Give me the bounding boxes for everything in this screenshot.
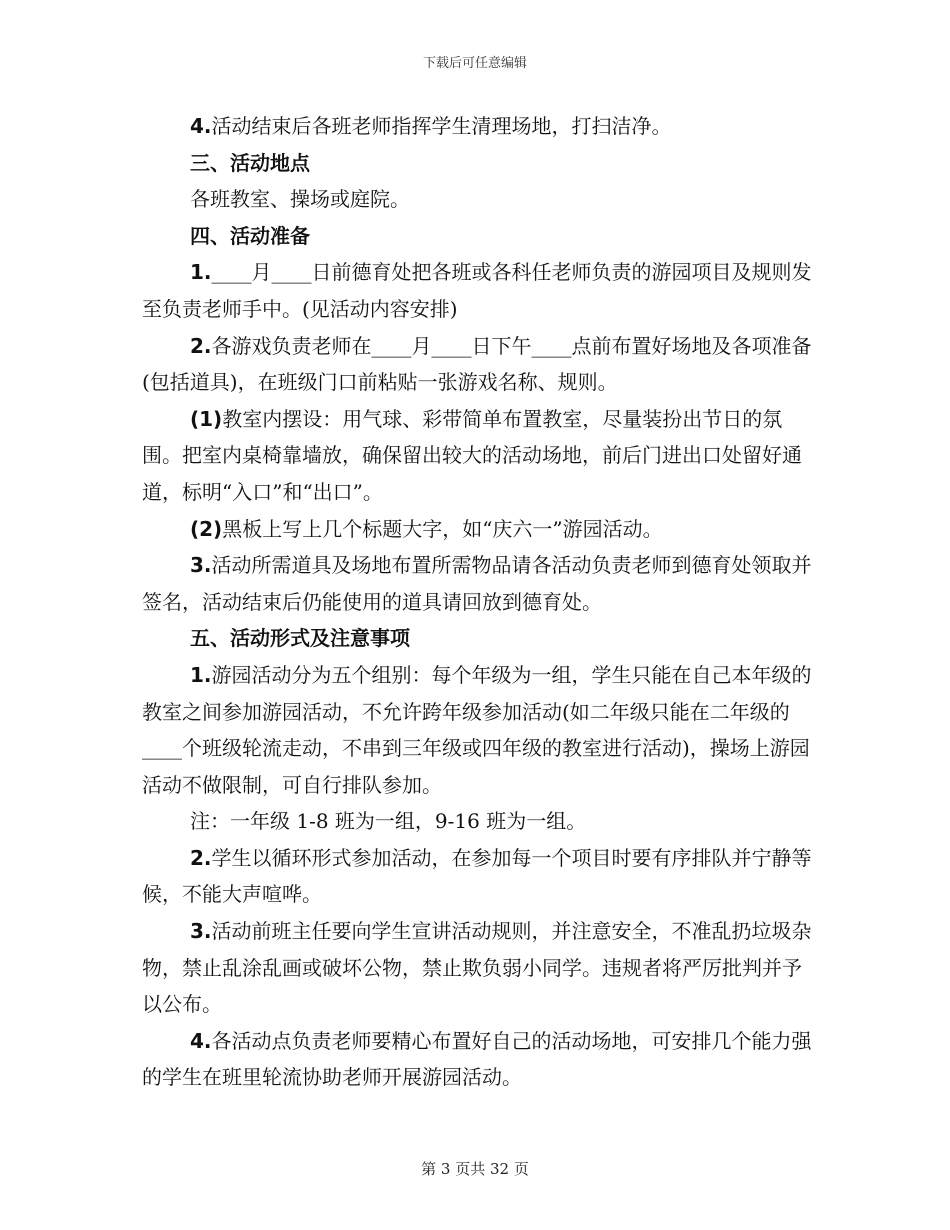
paragraph-prep-2-1: [142, 401, 812, 511]
document-body: [142, 108, 812, 1096]
item-number: 3.: [190, 553, 212, 578]
paragraph-location: 各班教室、操场或庭院。: [190, 187, 410, 212]
paragraph-format-1: [142, 657, 812, 803]
paragraph-text: 活动所需道具及场地布置所需物品请各活动负责老师到德育处领取并签名，活动结束后仍能使用的道具请回放到德育处。: [142, 553, 812, 614]
item-number: (2): [190, 516, 223, 541]
item-number: 4.: [190, 1028, 212, 1053]
section-heading-location: 三、活动地点: [190, 150, 310, 175]
paragraph-text: 活动结束后各班老师指挥学生清理场地，打扫洁净。: [211, 114, 672, 138]
paragraph-format-2: [142, 840, 812, 913]
paragraph-text: 各游戏负责老师在____月____日下午____点前布置好场地及各项准备(包括道具)，在班级门口前粘贴一张游戏名称、规则。: [142, 333, 812, 395]
paragraph-prep-3: [142, 547, 812, 620]
item-number: (1): [190, 406, 223, 431]
paragraph-format-3: [142, 913, 812, 1023]
page-footer: 第 3 页共 32 页: [421, 1160, 529, 1178]
item-number: 1.: [190, 662, 212, 687]
paragraph-text: 黑板上写上几个标题大字，如“庆六一”游园活动。: [222, 516, 663, 541]
paragraph-prep-1: [142, 254, 812, 327]
section-heading-preparation: 四、活动准备: [190, 223, 310, 248]
paragraph-prep-2-2: [142, 511, 812, 548]
page-header: 下载后可任意编辑: [422, 56, 527, 71]
paragraph-text: 活动前班主任要向学生宣讲活动规则，并注意安全，不准乱扔垃圾杂物，禁止乱涂乱画或破坏公物，禁止欺负弱小同学。违规者将严厉批判并予以公布。: [142, 919, 812, 1017]
paragraph-prep-2: [142, 328, 812, 401]
item-number: 2.: [190, 845, 212, 870]
paragraph-text: ____月____日前德育处把各班或各科任老师负责的游园项目及规则发至负责老师手中。(见活动内容安排): [142, 260, 812, 321]
section-heading-format: 五、活动形式及注意事项: [190, 626, 410, 651]
paragraph-text: 学生以循环形式参加活动，在参加每一个项目时要有序排队并宁静等候，不能大声喧哗。: [142, 845, 812, 907]
item-number: 4.: [190, 114, 212, 138]
paragraph-text: 教室内摆设：用气球、彩带简单布置教室，尽量装扮出节日的氛围。把室内桌椅靠墙放，确保留出较大的活动场地，前后门进出口处留好通道，标明“入口”和“出口”。: [142, 406, 802, 504]
paragraph-text: 各活动点负责老师要精心布置好自己的活动场地，可安排几个能力强的学生在班里轮流协助老师开展游园活动。: [142, 1028, 812, 1090]
paragraph-4-cleanup: [142, 108, 812, 145]
paragraph-note: 注：一年级 1-8 班为一组，9-16 班为一组。: [190, 809, 587, 834]
paragraph-format-4: [142, 1023, 812, 1096]
item-number: 2.: [190, 333, 212, 358]
item-number: 1.: [190, 260, 212, 285]
item-number: 3.: [190, 919, 212, 944]
paragraph-text: 游园活动分为五个组别：每个年级为一组，学生只能在自己本年级的教室之间参加游园活动，不允许跨年级参加活动(如二年级只能在二年级的____个班级轮流走动，不串到三年级或四年级的教室进行活动)，操场上游园活动不做限制，可自行排队参加。: [142, 662, 812, 797]
